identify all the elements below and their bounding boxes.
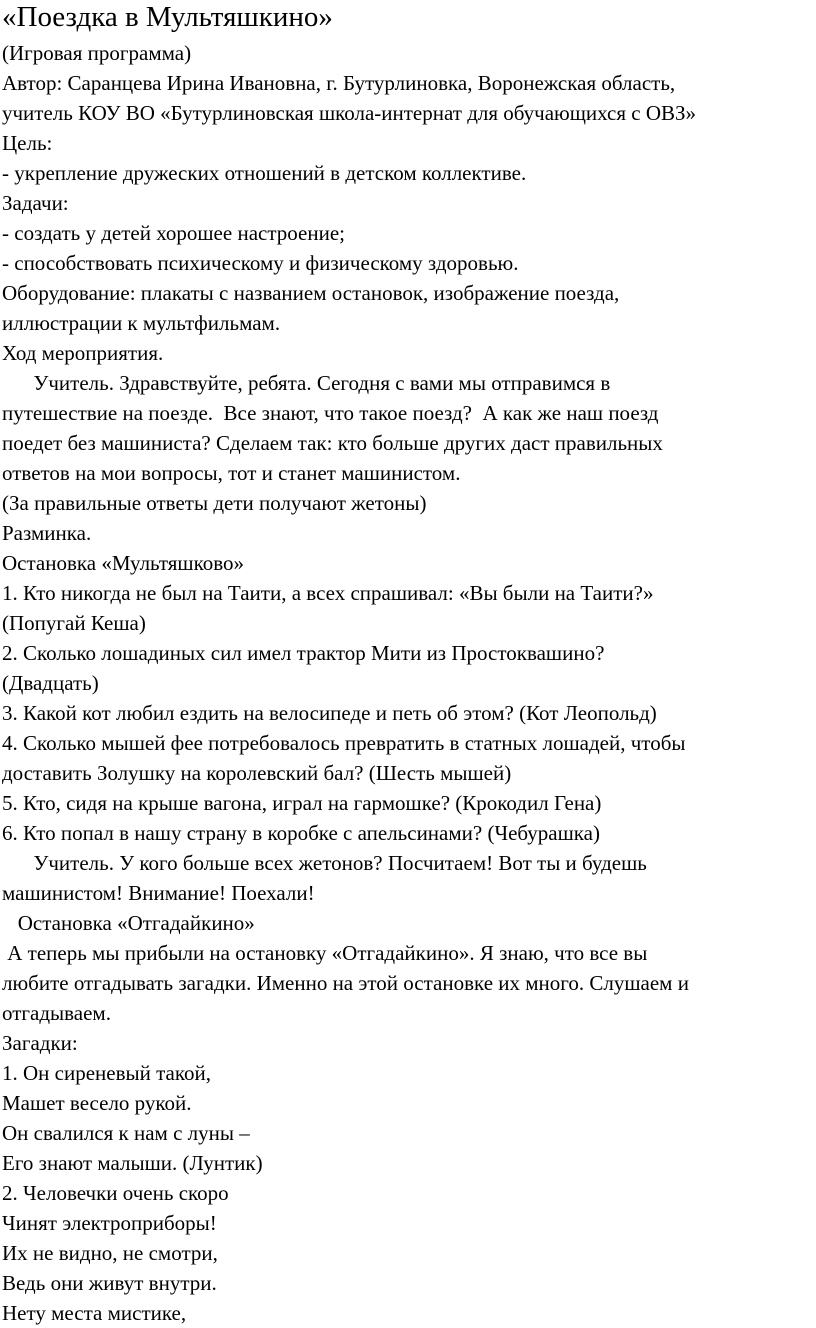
text-line: иллюстрации к мультфильмам. <box>2 311 281 335</box>
text-line: Задачи: <box>2 191 69 215</box>
text-line: Он свалился к нам с луны – <box>2 1121 250 1145</box>
text-line: любите отгадывать загадки. Именно на этой остановке их много. Слушаем и <box>2 971 689 995</box>
text-line: путешествие на поезде. Все знают, что такое поезд? А как же наш поезд <box>2 401 659 425</box>
text-line: 2. Сколько лошадиных сил имел трактор Мити из Простоквашино? <box>2 641 605 665</box>
text-line: Ведь они живут внутри. <box>2 1271 217 1295</box>
text-line: Остановка «Мультяшково» <box>2 551 244 575</box>
text-line: А теперь мы прибыли на остановку «Отгадайкино». Я знаю, что все вы <box>2 941 648 965</box>
text-line: Ход мероприятия. <box>2 341 164 365</box>
text-line: машинистом! Внимание! Поехали! <box>2 881 315 905</box>
text-line: Загадки: <box>2 1031 78 1055</box>
text-line: Разминка. <box>2 521 92 545</box>
text-line: Остановка «Отгадайкино» <box>2 911 255 935</box>
text-line: (Попугай Кеша) <box>2 611 146 635</box>
text-line: учитель КОУ ВО «Бутурлиновская школа-интернат для обучающихся с ОВЗ» <box>2 101 697 125</box>
text-line: 1. Он сиреневый такой, <box>2 1061 211 1085</box>
text-line: 2. Человечки очень скоро <box>2 1181 229 1205</box>
text-line: Машет весело рукой. <box>2 1091 192 1115</box>
text-line: 6. Кто попал в нашу страну в коробке с апельсинами? (Чебурашка) <box>2 821 600 845</box>
text-line: - укрепление дружеских отношений в детском коллективе. <box>2 161 527 185</box>
text-line: Его знают малыши. (Лунтик) <box>2 1151 263 1175</box>
text-line: Учитель. Здравствуйте, ребята. Сегодня с вами мы отправимся в <box>2 371 611 395</box>
text-line: Нету места мистике, <box>2 1301 187 1325</box>
document-body <box>0 34 816 1328</box>
text-line: - способствовать психическому и физическому здоровью. <box>2 251 519 275</box>
text-line: поедет без машиниста? Сделаем так: кто больше других даст правильных <box>2 431 663 455</box>
text-line: 1. Кто никогда не был на Таити, а всех спрашивал: «Вы были на Таити?» <box>2 581 654 605</box>
text-line: 3. Какой кот любил ездить на велосипеде и петь об этом? (Кот Леопольд) <box>2 701 657 725</box>
text-line: (За правильные ответы дети получают жетоны) <box>2 491 427 515</box>
text-line: - создать у детей хорошее настроение; <box>2 221 345 245</box>
text-line: 4. Сколько мышей фее потребовалось превратить в статных лошадей, чтобы <box>2 731 686 755</box>
text-line: Их не видно, не смотри, <box>2 1241 218 1265</box>
text-line: 5. Кто, сидя на крыше вагона, играл на гармошке? (Крокодил Гена) <box>2 791 602 815</box>
text-line: Цель: <box>2 131 53 155</box>
text-line: (Игровая программа) <box>2 41 192 65</box>
text-line: ответов на мои вопросы, тот и станет машинистом. <box>2 461 461 485</box>
text-line: Чинят электроприборы! <box>2 1211 217 1235</box>
text-line: Оборудование: плакаты с названием остановок, изображение поезда, <box>2 281 620 305</box>
text-line: Автор: Саранцева Ирина Ивановна, г. Бутурлиновка, Воронежская область, <box>2 71 676 95</box>
text-line: доставить Золушку на королевский бал? (Шесть мышей) <box>2 761 512 785</box>
text-line: Учитель. У кого больше всех жетонов? Посчитаем! Вот ты и будешь <box>2 851 647 875</box>
page-title: «Поездка в Мультяшкино» <box>2 1 333 33</box>
text-line: отгадываем. <box>2 1001 111 1025</box>
text-line: (Двадцать) <box>2 671 99 695</box>
